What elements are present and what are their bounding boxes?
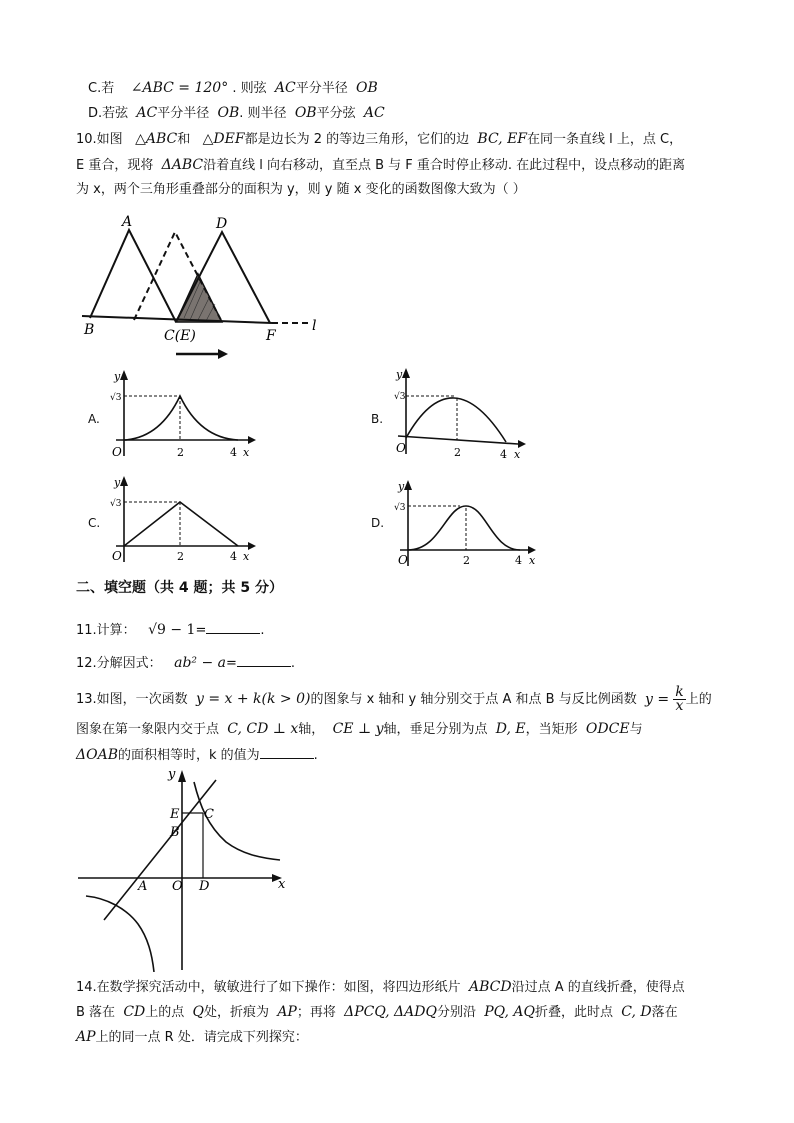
label-y: y bbox=[168, 767, 176, 782]
graph-c-4: 4 bbox=[230, 550, 237, 563]
direction-arrow-head bbox=[218, 349, 228, 359]
q11-answer-blank[interactable] bbox=[206, 621, 260, 634]
label-e: E bbox=[170, 807, 180, 822]
q13-line-1: 13.如图，一次函数 y = x + k(k > 0)的图象与 x 轴和 y 轴分别交于点 A 和点 B 与反比例函数 y = $\frac{k}{x}$ 上的 bbox=[76, 684, 712, 714]
option-c-line: C.若 ∠ABC = 120° . 则弦 AC平分半径 OB bbox=[88, 80, 378, 96]
q12-answer-blank[interactable] bbox=[237, 654, 291, 667]
label-c: C bbox=[204, 807, 214, 822]
option-c-label[interactable]: C. bbox=[88, 516, 101, 530]
q10-line-1: 10.如图 △ABC和 △DEF都是边长为 2 的等边三角形，它们的边 BC, EF在同一条直线 l 上，点 C， bbox=[76, 131, 683, 147]
graph-c-y: y bbox=[114, 476, 121, 489]
label-b: B bbox=[170, 825, 180, 840]
graph-c bbox=[110, 474, 260, 566]
graph-b-2: 2 bbox=[454, 446, 461, 459]
section-heading: 二、填空题（共 4 题；共 5 分） bbox=[76, 580, 283, 596]
option-a-label[interactable]: A. bbox=[88, 412, 100, 426]
q10-triangles-figure bbox=[76, 208, 336, 368]
graph-d-sqrt3: √3 bbox=[394, 503, 406, 513]
label-d: D bbox=[199, 879, 210, 894]
option-b-label[interactable]: B. bbox=[371, 412, 384, 426]
graph-a-x: x bbox=[243, 446, 250, 459]
q12-line: 12.分解因式： ab² − a= . bbox=[76, 655, 296, 671]
label-b: B bbox=[84, 322, 95, 338]
graph-c-2: 2 bbox=[177, 550, 184, 563]
graph-c-sqrt3: √3 bbox=[110, 499, 122, 509]
label-ce: C(E) bbox=[164, 328, 196, 344]
fraction-k-over-x: $\frac{k}{x}$ bbox=[675, 684, 684, 714]
graph-a-sqrt3: √3 bbox=[110, 393, 122, 403]
graph-c-x: x bbox=[243, 550, 250, 563]
option-d-line: D.若弦 AC平分半径 OB. 则半径 OB平分弦 AC bbox=[88, 105, 385, 121]
graph-d-y: y bbox=[398, 480, 405, 493]
graph-b-y: y bbox=[396, 368, 403, 381]
shaded-overlap bbox=[176, 274, 222, 322]
q13-answer-blank[interactable] bbox=[260, 746, 314, 759]
label-l: l bbox=[312, 318, 317, 334]
graph-b bbox=[394, 366, 544, 461]
label-d: D bbox=[216, 216, 228, 232]
graph-b-x: x bbox=[514, 448, 521, 461]
graph-b-o: O bbox=[396, 441, 406, 455]
label-a: A bbox=[138, 879, 148, 894]
option-d-label[interactable]: D. bbox=[371, 516, 385, 530]
graph-a-y: y bbox=[114, 370, 121, 383]
graph-a-4: 4 bbox=[230, 446, 237, 459]
label-x: x bbox=[278, 877, 286, 892]
q10-line-3: 为 x，两个三角形重叠部分的面积为 y，则 y 随 x 变化的函数图像大致为（ ） bbox=[76, 182, 526, 197]
label-o: O bbox=[172, 879, 183, 894]
q13-line-2: 图象在第一象限内交于点 C, CD ⊥ x轴， CE ⊥ y轴，垂足分别为点 D, E，当矩形 ODCE与 bbox=[76, 721, 643, 737]
label-f: F bbox=[266, 328, 276, 344]
graph-d bbox=[394, 478, 544, 570]
graph-d-o: O bbox=[398, 553, 408, 567]
q14-line-2: B 落在 CD上的点 Q处，折痕为 AP；再将 ΔPCQ, ΔADQ分别沿 PQ, AQ折叠，此时点 C, D落在 bbox=[76, 1004, 678, 1020]
graph-d-4: 4 bbox=[515, 554, 522, 567]
q13-figure bbox=[76, 766, 296, 972]
q13-line-3: ΔOAB的面积相等时，k 的值为 . bbox=[76, 747, 318, 763]
graph-b-4: 4 bbox=[500, 448, 507, 461]
graph-a-2: 2 bbox=[177, 446, 184, 459]
hyperbola-q3 bbox=[86, 896, 154, 972]
graph-b-sqrt3: √3 bbox=[394, 392, 406, 402]
triangle-abc bbox=[90, 230, 176, 322]
label-a: A bbox=[122, 214, 133, 230]
graph-a bbox=[110, 368, 260, 463]
graph-d-2: 2 bbox=[463, 554, 470, 567]
q14-line-3: AP上的同一点 R 处．请完成下列探究： bbox=[76, 1029, 308, 1045]
graph-d-x: x bbox=[529, 554, 536, 567]
graph-a-o: O bbox=[112, 445, 122, 459]
q11-line: 11.计算： √9 − 1= . bbox=[76, 622, 265, 638]
graph-c-o: O bbox=[112, 549, 122, 563]
q10-line-2: E 重合，现将 ΔABC沿着直线 l 向右移动，直至点 B 与 F 重合时停止移动. 在此过程中，设点移动的距离 bbox=[76, 157, 686, 173]
q14-line-1: 14.在数学探究活动中，敏敏进行了如下操作：如图，将四边形纸片 ABCD沿过点 A 的直线折叠，使得点 bbox=[76, 979, 685, 995]
